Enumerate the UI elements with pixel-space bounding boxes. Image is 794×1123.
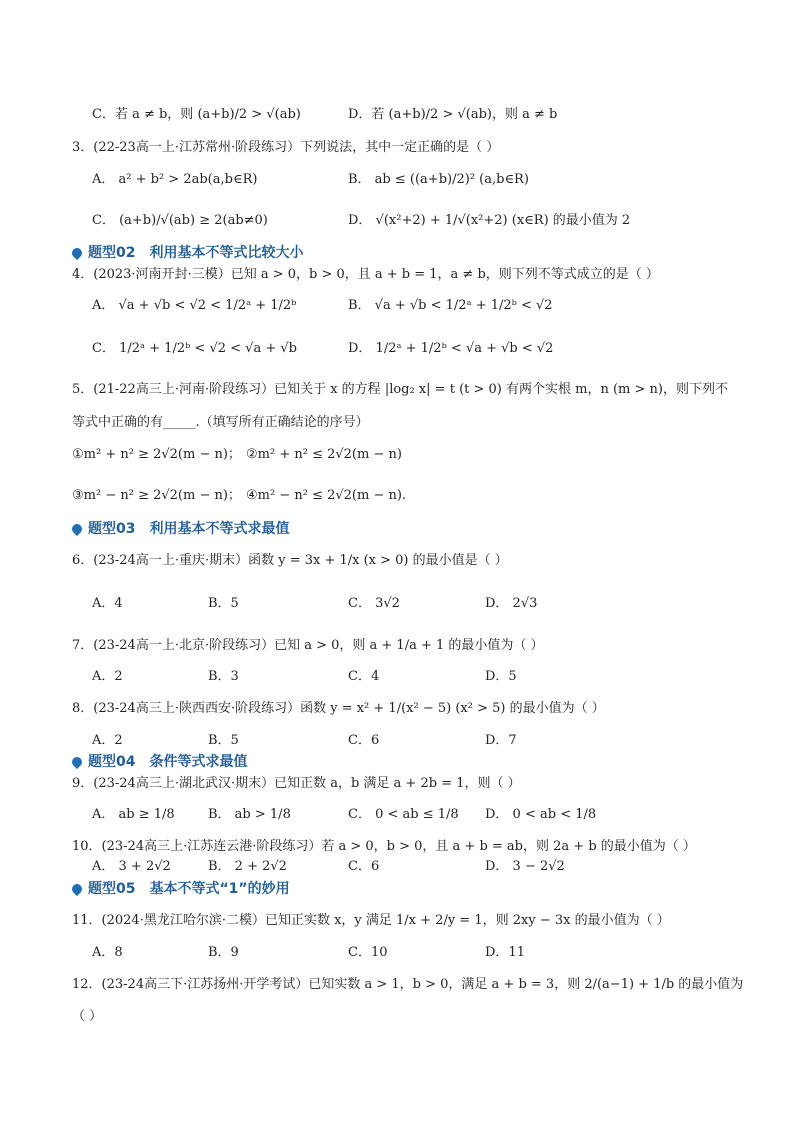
q11-stem: 11．(2024·黑龙江哈尔滨·二模）已知正实数 x，y 满足 1/x + 2/y = 1，则 2xy − 3x 的最小值为（ ） [72,913,670,928]
section-title: 利用基本不等式求最值 [149,521,290,537]
location-pin-icon [70,755,84,769]
q11-option-c: C．10 [348,945,388,960]
section-heading-02 [72,244,303,262]
q9-option-b: B． ab > 1/8 [208,807,291,822]
q10-option-d: D． 3 − 2√2 [485,859,565,874]
q7-stem: 7．(23-24高一上·北京·阶段练习）已知 a > 0，则 a + 1/a + 1 的最小值为（ ） [72,638,544,653]
q10-option-b: B． 2 + 2√2 [208,859,287,874]
q3-stem: 3．(22-23高一上·江苏常州·阶段练习）下列说法，其中一定正确的是（ ） [72,140,500,155]
q6-option-b: B．5 [208,596,239,611]
q4-option-d: D． 1/2ᵃ + 1/2ᵇ < √a + √b < √2 [348,341,554,356]
section-heading-05 [72,880,290,898]
q4-option-c: C． 1/2ᵃ + 1/2ᵇ < √2 < √a + √b [92,341,297,356]
q5-statement-1: ①m² + n² ≥ 2√2(m − n)； [72,447,241,462]
section-tag: 题型04 [88,754,136,770]
location-pin-icon [70,246,84,260]
q11-option-a: A．8 [92,945,123,960]
q3-option-a: A． a² + b² > 2ab(a,b∈R) [92,172,258,187]
section-tag: 题型02 [88,245,136,261]
q9-option-c: C． 0 < ab ≤ 1/8 [348,807,459,822]
q8-option-b: B．5 [208,733,239,748]
q6-option-a: A．4 [92,596,123,611]
section-title: 基本不等式“1”的妙用 [149,881,290,897]
q4-option-a: A． √a + √b < √2 < 1/2ᵃ + 1/2ᵇ [92,298,297,313]
q6-option-c: C． 3√2 [348,596,400,611]
section-tag: 题型05 [88,881,136,897]
q4-option-b: B． √a + √b < 1/2ᵃ + 1/2ᵇ < √2 [348,298,553,313]
q11-option-d: D．11 [485,945,525,960]
section-title: 利用基本不等式比较大小 [149,245,304,261]
q8-stem: 8．(23-24高三上·陕西西安·阶段练习）函数 y = x² + 1/(x² − 5) (x² > 5) 的最小值为（ ） [72,701,605,716]
q7-option-b: B．3 [208,669,239,684]
q5-statement-3: ③m² − n² ≥ 2√2(m − n)； [72,488,241,503]
q5-statement-4: ④m² − n² ≤ 2√2(m − n). [246,488,407,503]
q5-statement-2: ②m² + n² ≤ 2√2(m − n) [246,447,402,462]
q5-stem: 5．(21-22高三上·河南·阶段练习）已知关于 x 的方程 |log₂ x| = t (t > 0) 有两个实根 m，n (m > n)，则下列不 [72,382,728,397]
q6-option-d: D． 2√3 [485,596,538,611]
q3-option-d: D． √(x²+2) + 1/√(x²+2) (x∈R) 的最小值为 2 [348,213,631,228]
location-pin-icon [70,522,84,536]
q12-stem: 12．(23-24高三下·江苏扬州·开学考试）已知实数 a > 1，b > 0，满足 a + b = 3，则 2/(a−1) + 1/b 的最小值为 [72,977,744,992]
section-heading-04 [72,753,247,771]
q3-option-c: C． (a+b)/√(ab) ≥ 2(ab≠0) [92,213,268,228]
q8-option-c: C．6 [348,733,380,748]
q2-option-c: C．若 a ≠ b，则 (a+b)/2 > √(ab) [92,107,301,122]
q8-option-a: A．2 [92,733,123,748]
section-title: 条件等式求最值 [149,754,248,770]
q3-option-b: B． ab ≤ ((a+b)/2)² (a,b∈R) [348,172,529,187]
q8-option-d: D．7 [485,733,517,748]
q7-option-a: A．2 [92,669,123,684]
q9-option-a: A． ab ≥ 1/8 [92,807,175,822]
section-heading-03 [72,520,289,538]
q2-option-d: D．若 (a+b)/2 > √(ab)，则 a ≠ b [348,107,558,122]
q9-option-d: D． 0 < ab < 1/8 [485,807,597,822]
q7-option-c: C．4 [348,669,380,684]
q5-stem-continued: 等式中正确的有_____.（填写所有正确结论的序号） [72,415,369,430]
q11-option-b: B．9 [208,945,239,960]
location-pin-icon [70,882,84,896]
q4-stem: 4．(2023·河南开封·三模）已知 a > 0，b > 0，且 a + b = 1，a ≠ b，则下列不等式成立的是（ ） [72,267,659,282]
q9-stem: 9．(23-24高三上·湖北武汉·期末）已知正数 a，b 满足 a + 2b = 1，则（ ） [72,776,521,791]
q6-stem: 6．(23-24高一上·重庆·期末）函数 y = 3x + 1/x (x > 0) 的最小值是（ ） [72,553,508,568]
q12-stem-continued: （ ） [72,1009,103,1024]
section-tag: 题型03 [88,521,136,537]
q10-option-c: C．6 [348,859,380,874]
q7-option-d: D．5 [485,669,517,684]
q10-option-a: A． 3 + 2√2 [92,859,171,874]
q10-stem: 10．(23-24高三上·江苏连云港·阶段练习）若 a > 0，b > 0，且 a + b = ab，则 2a + b 的最小值为（ ） [72,839,696,854]
